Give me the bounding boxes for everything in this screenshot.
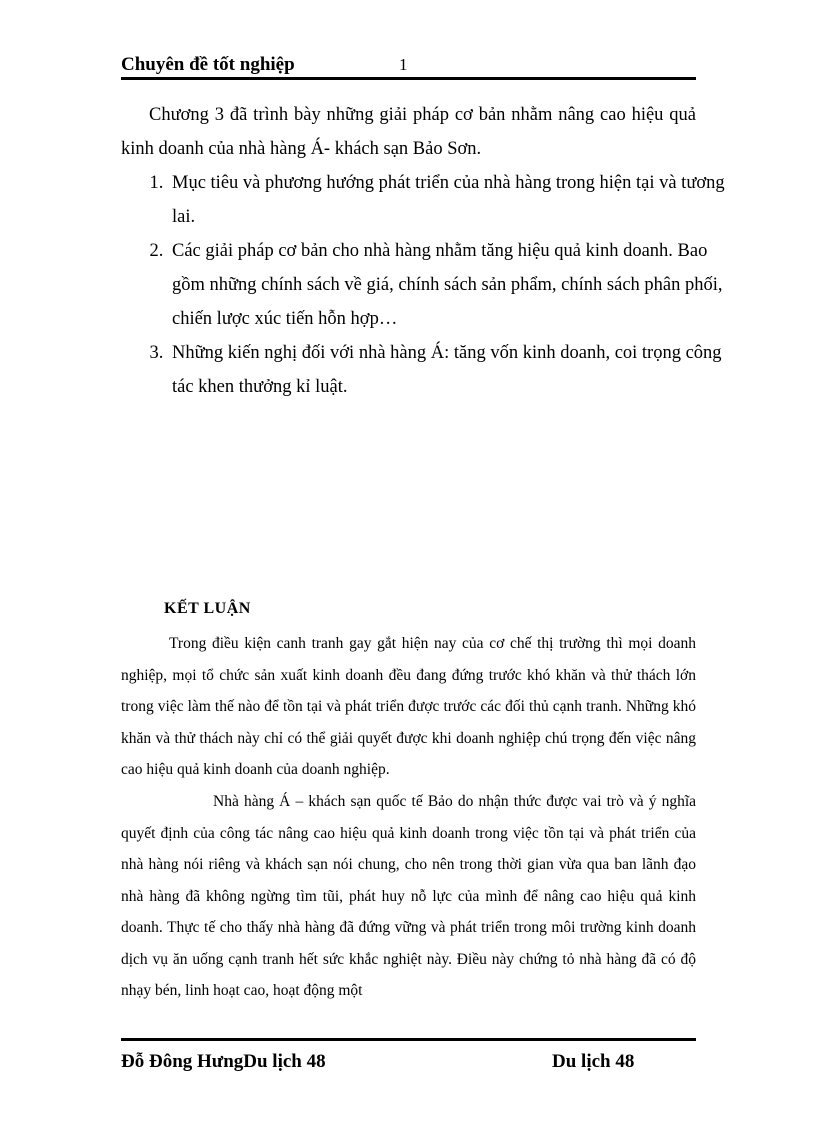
- header-title: Chuyên đề tốt nghiệp: [121, 54, 295, 75]
- footer-author: Đỗ Đông HưngDu lịch 48: [121, 1051, 326, 1072]
- conclusion-heading: KẾT LUẬN: [164, 600, 251, 617]
- footer-class: Du lịch 48: [552, 1051, 635, 1072]
- list-item: 2. Các giải pháp cơ bản cho nhà hàng nhằm tăng hiệu quả kinh doanh. Bao gồm những chính sách về giá, chính sách sản phẩm, chính sách phân phối, chiến lược xúc tiến hỗn hợp…: [168, 234, 728, 336]
- list-item: 3. Những kiến nghị đối với nhà hàng Á: tăng vốn kinh doanh, coi trọng công tác khen thưởng kỉ luật.: [168, 336, 728, 404]
- page-number: 1: [399, 55, 408, 74]
- page-header: [121, 52, 696, 78]
- footer-divider: [121, 1038, 696, 1041]
- summary-intro: Chương 3 đã trình bày những giải pháp cơ bản nhằm nâng cao hiệu quả kinh doanh của nhà hàng Á- khách sạn Bảo Sơn.: [121, 105, 696, 159]
- list-item: 1. Mục tiêu và phương hướng phát triển của nhà hàng trong hiện tại và tương lai.: [168, 166, 728, 234]
- summary-list: [121, 166, 728, 404]
- header-divider: [121, 77, 696, 80]
- conclusion-paragraph-2: Nhà hàng Á – khách sạn quốc tế Bảo do nhận thức được vai trò và ý nghĩa quyết định của công tác nâng cao hiệu quả kinh doanh trong việc tồn tại và phát triển của nhà hàng nói riêng và khách sạn nói chung, cho nên trong thời gian vừa qua ban lãnh đạo nhà hàng đã không ngừng tìm tũi, phát huy nỗ lực của mình để nâng cao hiệu quả kinh doanh. Thực tế cho thấy nhà hàng đã đứng vững và phát triển trong môi trường kinh doanh dịch vụ ăn uống cạnh tranh hết sức khắc nghiệt này. Điều này chứng tỏ nhà hàng đã có độ nhạy bén, linh hoạt cao, hoạt động một: [121, 793, 696, 999]
- conclusion-paragraph-1: Trong điều kiện canh tranh gay gắt hiện nay của cơ chế thị trường thì mọi doanh nghiệp, mọi tổ chức sản xuất kinh doanh đều đang đứng trước khó khăn và thử thách lớn trong việc làm thế nào để tồn tại và phát triển được trước các đối thủ cạnh tranh. Những khó khăn và thử thách này chỉ có thể giải quyết được khi doanh nghiệp chú trọng đến việc nâng cao hiệu quả kinh doanh của doanh nghiệp.: [121, 635, 696, 778]
